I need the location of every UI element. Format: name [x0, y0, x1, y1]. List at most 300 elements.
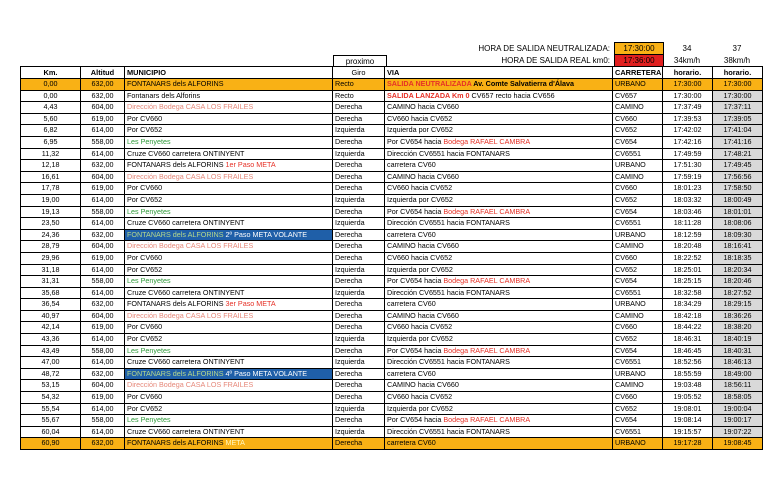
km-cell: 11,32 [21, 148, 81, 160]
table-row [21, 415, 763, 427]
table-row [21, 171, 763, 183]
via-cell [385, 218, 613, 230]
municipio-cell [125, 415, 333, 427]
municipio-cell [125, 392, 333, 404]
km-cell: 6,82 [21, 125, 81, 137]
km-cell: 43,49 [21, 345, 81, 357]
giro-cell: Derecha [333, 415, 385, 427]
municipio-cell [125, 299, 333, 311]
giro-cell: Derecha [333, 183, 385, 195]
municipio-text: Por CV660 [127, 252, 163, 262]
horario-34-cell: 17:42:16 [663, 136, 713, 148]
horario-38-cell: 18:58:05 [713, 392, 763, 404]
giro-cell: Derecha [333, 310, 385, 322]
municipio-cell [125, 125, 333, 137]
horario-34-cell: 18:52:56 [663, 357, 713, 369]
altitude-cell: 632,00 [81, 368, 125, 380]
via-cell [385, 287, 613, 299]
km-cell: 36,54 [21, 299, 81, 311]
giro-cell: Derecha [333, 171, 385, 183]
carretera-cell: CV654 [613, 206, 663, 218]
giro-cell: Izquierda [333, 125, 385, 137]
altitude-cell: 619,00 [81, 392, 125, 404]
via-cell [385, 229, 613, 241]
carretera-cell: CV660 [613, 392, 663, 404]
giro-cell: Derecha [333, 160, 385, 172]
via-cell [385, 334, 613, 346]
municipio-text: FONTANARS dels ALFORINS [127, 438, 226, 448]
via-text: Izquierda por CV652 [387, 403, 453, 413]
altitude-cell: 619,00 [81, 113, 125, 125]
altitude-cell: 632,00 [81, 160, 125, 172]
municipio-text: Por CV652 [127, 194, 163, 204]
municipio-text: 3er Paso META [225, 299, 276, 309]
carretera-cell: CV652 [613, 194, 663, 206]
carretera-cell: URBANO [613, 79, 663, 91]
via-cell [385, 322, 613, 334]
table-header-row [21, 67, 763, 79]
municipio-cell [125, 206, 333, 218]
giro-cell: Izquierda [333, 403, 385, 415]
municipio-text: Les Penyetes [127, 345, 171, 355]
via-text: Av. Comte Salvatierra d'Álava [471, 79, 575, 88]
horario-38-cell: 18:01:01 [713, 206, 763, 218]
horario-34-cell: 19:08:01 [663, 403, 713, 415]
header-carretera: CARRETERA [613, 67, 663, 79]
municipio-text: META [225, 438, 245, 448]
altitude-cell: 614,00 [81, 194, 125, 206]
table-row [21, 102, 763, 114]
via-text: carretera CV60 [387, 160, 436, 170]
altitude-cell: 604,00 [81, 171, 125, 183]
via-text: Dirección CV6551 hacia FONTANARS [387, 426, 510, 436]
table-row [21, 438, 763, 450]
horario-34-cell: 19:17:28 [663, 438, 713, 450]
horario-38-cell: 19:07:22 [713, 426, 763, 438]
via-cell [385, 102, 613, 114]
municipio-text: 4º Paso META VOLANTE [225, 368, 308, 378]
municipio-text: Dirección Bodega CASA LOS FRAILES [127, 171, 254, 181]
municipio-text: Cruze CV660 carretera ONTINYENT [127, 357, 245, 367]
horario-34-cell: 18:12:59 [663, 229, 713, 241]
altitude-cell: 632,00 [81, 438, 125, 450]
table-row [21, 252, 763, 264]
header-horario-1: horario. [663, 67, 713, 79]
via-cell [385, 125, 613, 137]
horario-38-cell: 18:20:34 [713, 264, 763, 276]
table-row [21, 148, 763, 160]
horario-34-cell: 18:25:15 [663, 276, 713, 288]
municipio-cell [125, 310, 333, 322]
giro-cell: Derecha [333, 252, 385, 264]
via-cell [385, 310, 613, 322]
via-cell [385, 276, 613, 288]
carretera-cell: CV6551 [613, 426, 663, 438]
via-cell [385, 160, 613, 172]
neutral-start-label: HORA DE SALIDA NEUTRALIZADA: [478, 44, 610, 53]
horario-34-cell: 19:05:52 [663, 392, 713, 404]
carretera-cell: CV657 [613, 90, 663, 102]
carretera-cell: CAMINO [613, 102, 663, 114]
carretera-cell: CV6551 [613, 287, 663, 299]
carretera-cell: CAMINO [613, 171, 663, 183]
km-cell: 16,61 [21, 171, 81, 183]
horario-38-cell: 18:46:13 [713, 357, 763, 369]
municipio-text: Por CV660 [127, 183, 163, 193]
municipio-text: Por CV660 [127, 392, 163, 402]
via-cell [385, 426, 613, 438]
via-text: CV660 hacia CV652 [387, 113, 453, 123]
horario-38-cell: 17:56:56 [713, 171, 763, 183]
km-cell: 12,18 [21, 160, 81, 172]
km-cell: 48,72 [21, 368, 81, 380]
table-row [21, 264, 763, 276]
km-cell: 43,36 [21, 334, 81, 346]
km-cell: 31,18 [21, 264, 81, 276]
giro-cell: Recto [333, 79, 385, 91]
header-municipio: MUNICIPIO [125, 67, 333, 79]
header-km: Km. [21, 67, 81, 79]
giro-cell: Recto [333, 90, 385, 102]
municipio-cell [125, 194, 333, 206]
carretera-cell: CV652 [613, 334, 663, 346]
via-text: Izquierda por CV652 [387, 334, 453, 344]
giro-cell: Derecha [333, 102, 385, 114]
carretera-cell: CAMINO [613, 241, 663, 253]
horario-38-cell: 18:00:49 [713, 194, 763, 206]
km-cell: 6,95 [21, 136, 81, 148]
horario-38-cell: 18:56:11 [713, 380, 763, 392]
via-cell [385, 194, 613, 206]
municipio-cell [125, 102, 333, 114]
carretera-cell: CV654 [613, 136, 663, 148]
giro-cell: Derecha [333, 438, 385, 450]
municipio-cell [125, 357, 333, 369]
via-text: Dirección CV6551 hacia FONTANARS [387, 148, 510, 158]
giro-cell: Derecha [333, 113, 385, 125]
horario-38-cell: 18:40:19 [713, 334, 763, 346]
municipio-cell [125, 160, 333, 172]
municipio-text: Cruze CV660 carretera ONTINYENT [127, 148, 245, 158]
table-row [21, 334, 763, 346]
municipio-text: Les Penyetes [127, 136, 171, 146]
municipio-cell [125, 171, 333, 183]
horario-38-cell: 18:40:31 [713, 345, 763, 357]
horario-38-cell: 17:37:11 [713, 102, 763, 114]
giro-cell: Izquierda [333, 426, 385, 438]
via-cell [385, 264, 613, 276]
km-cell: 29,96 [21, 252, 81, 264]
horario-38-cell: 18:18:35 [713, 252, 763, 264]
municipio-cell [125, 79, 333, 91]
horario-38-cell: 19:00:17 [713, 415, 763, 427]
via-text: Dirección CV6551 hacia FONTANARS [387, 218, 510, 228]
horario-34-cell: 17:39:53 [663, 113, 713, 125]
table-row [21, 345, 763, 357]
via-text: CV660 hacia CV652 [387, 183, 453, 193]
via-cell [385, 415, 613, 427]
municipio-text: Les Penyetes [127, 415, 171, 425]
column-a-speed: 34km/h [673, 56, 701, 65]
altitude-cell: 614,00 [81, 148, 125, 160]
municipio-text: Por CV652 [127, 125, 163, 135]
via-text: Por CV654 hacia [387, 345, 444, 355]
giro-cell: Izquierda [333, 264, 385, 276]
carretera-cell: URBANO [613, 160, 663, 172]
giro-cell: Izquierda [333, 334, 385, 346]
via-text: Bodega RAFAEL CAMBRA [443, 345, 531, 355]
horario-38-cell: 18:27:52 [713, 287, 763, 299]
via-text: Por CV654 hacia [387, 415, 444, 425]
table-row [21, 229, 763, 241]
horario-34-cell: 17:59:19 [663, 171, 713, 183]
real-start-label: HORA DE SALIDA REAL km0: [501, 56, 610, 65]
horario-34-cell: 17:49:59 [663, 148, 713, 160]
municipio-cell [125, 438, 333, 450]
header-horario-2: horario. [713, 67, 763, 79]
carretera-cell: CV652 [613, 403, 663, 415]
giro-cell: Derecha [333, 136, 385, 148]
via-text: Dirección CV6551 hacia FONTANARS [387, 287, 510, 297]
horario-38-cell: 17:49:45 [713, 160, 763, 172]
via-text: CAMINO hacia CV660 [387, 380, 459, 390]
carretera-cell: CV652 [613, 125, 663, 137]
altitude-cell: 614,00 [81, 287, 125, 299]
via-text: CAMINO hacia CV660 [387, 241, 459, 251]
municipio-text: 1er Paso META [225, 160, 276, 170]
altitude-cell: 614,00 [81, 264, 125, 276]
municipio-cell [125, 426, 333, 438]
carretera-cell: CV660 [613, 252, 663, 264]
giro-cell: Derecha [333, 241, 385, 253]
municipio-cell [125, 113, 333, 125]
via-text: CAMINO hacia CV660 [387, 102, 459, 112]
horario-34-cell: 17:51:30 [663, 160, 713, 172]
horario-38-cell: 17:58:50 [713, 183, 763, 195]
giro-cell: Derecha [333, 229, 385, 241]
km-cell: 42,14 [21, 322, 81, 334]
horario-34-cell: 18:11:28 [663, 218, 713, 230]
via-cell [385, 113, 613, 125]
table-row [21, 392, 763, 404]
via-text: SALIDA NEUTRALIZADA [387, 79, 472, 88]
carretera-cell: CV6551 [613, 218, 663, 230]
km-cell: 53,15 [21, 380, 81, 392]
via-text: Bodega RAFAEL CAMBRA [443, 136, 531, 146]
giro-cell: Izquierda [333, 148, 385, 160]
horario-34-cell: 19:15:57 [663, 426, 713, 438]
table-row [21, 79, 763, 91]
km-cell: 4,43 [21, 102, 81, 114]
km-cell: 0,00 [21, 90, 81, 102]
table-body [21, 79, 763, 450]
via-cell [385, 299, 613, 311]
altitude-cell: 614,00 [81, 426, 125, 438]
carretera-cell: CV660 [613, 113, 663, 125]
municipio-cell [125, 334, 333, 346]
municipio-cell [125, 241, 333, 253]
table-row [21, 194, 763, 206]
municipio-text: 2º Paso META VOLANTE [225, 229, 308, 239]
table-row [21, 183, 763, 195]
km-cell: 54,32 [21, 392, 81, 404]
table-row [21, 299, 763, 311]
altitude-cell: 614,00 [81, 357, 125, 369]
table-row [21, 160, 763, 172]
municipio-cell [125, 90, 333, 102]
giro-cell: Derecha [333, 380, 385, 392]
km-cell: 40,97 [21, 310, 81, 322]
via-text: SALIDA LANZADA Km 0 [387, 90, 470, 100]
carretera-cell: CV654 [613, 415, 663, 427]
via-text: CV660 hacia CV652 [387, 322, 453, 332]
table-row [21, 426, 763, 438]
table-row [21, 276, 763, 288]
municipio-text: Dirección Bodega CASA LOS FRAILES [127, 380, 254, 390]
carretera-cell: CV6551 [613, 357, 663, 369]
table-row [21, 403, 763, 415]
table-row [21, 310, 763, 322]
horario-34-cell: 18:03:32 [663, 194, 713, 206]
horario-38-cell: 18:20:46 [713, 276, 763, 288]
carretera-cell: URBANO [613, 438, 663, 450]
via-cell [385, 357, 613, 369]
altitude-cell: 604,00 [81, 241, 125, 253]
municipio-text: FONTANARS dels ALFORINS [127, 79, 224, 88]
horario-34-cell: 18:55:59 [663, 368, 713, 380]
giro-cell: Derecha [333, 299, 385, 311]
horario-34-cell: 18:01:23 [663, 183, 713, 195]
horario-34-cell: 18:22:52 [663, 252, 713, 264]
altitude-cell: 604,00 [81, 310, 125, 322]
horario-38-cell: 18:49:00 [713, 368, 763, 380]
carretera-cell: CV654 [613, 276, 663, 288]
municipio-text: Cruze CV660 carretera ONTINYENT [127, 218, 245, 228]
via-text: Por CV654 hacia [387, 276, 444, 286]
altitude-cell: 632,00 [81, 90, 125, 102]
km-cell: 35,68 [21, 287, 81, 299]
table-row [21, 322, 763, 334]
horario-34-cell: 19:03:48 [663, 380, 713, 392]
altitude-cell: 558,00 [81, 415, 125, 427]
via-cell [385, 183, 613, 195]
horario-38-cell: 17:41:04 [713, 125, 763, 137]
km-cell: 55,54 [21, 403, 81, 415]
altitude-cell: 619,00 [81, 183, 125, 195]
via-cell [385, 392, 613, 404]
municipio-text: Cruze CV660 carretera ONTINYENT [127, 426, 245, 436]
altitude-cell: 614,00 [81, 403, 125, 415]
via-text: Bodega RAFAEL CAMBRA [443, 276, 531, 286]
column-b-speed: 38km/h [723, 56, 751, 65]
via-cell [385, 368, 613, 380]
horario-38-cell: 18:38:20 [713, 322, 763, 334]
horario-38-cell: 18:29:15 [713, 299, 763, 311]
via-text: CAMINO hacia CV660 [387, 171, 459, 181]
municipio-cell [125, 380, 333, 392]
via-text: Por CV654 hacia [387, 206, 444, 216]
route-table [20, 66, 763, 450]
km-cell: 24,36 [21, 229, 81, 241]
horario-38-cell: 17:30:00 [713, 79, 763, 91]
via-text: Dirección CV6551 hacia FONTANARS [387, 357, 510, 367]
altitude-cell: 614,00 [81, 334, 125, 346]
altitude-cell: 614,00 [81, 125, 125, 137]
via-text: carretera CV60 [387, 299, 436, 309]
via-cell [385, 171, 613, 183]
altitude-cell: 632,00 [81, 299, 125, 311]
table-row [21, 90, 763, 102]
carretera-cell: URBANO [613, 229, 663, 241]
horario-38-cell: 19:00:04 [713, 403, 763, 415]
via-text: CAMINO hacia CV660 [387, 310, 459, 320]
giro-cell: Izquierda [333, 194, 385, 206]
km-cell: 23,50 [21, 218, 81, 230]
municipio-cell [125, 136, 333, 148]
horario-34-cell: 19:08:14 [663, 415, 713, 427]
column-a-top-value: 34 [682, 44, 692, 53]
municipio-text: Fontanars dels Alforins [127, 90, 201, 100]
km-cell: 0,00 [21, 79, 81, 91]
municipio-text: Dirección Bodega CASA LOS FRAILES [127, 241, 254, 251]
via-text: Izquierda por CV652 [387, 264, 453, 274]
municipio-text: Dirección Bodega CASA LOS FRAILES [127, 102, 254, 112]
neutral-start-time: 17:30:00 [614, 42, 664, 55]
km-cell: 55,67 [21, 415, 81, 427]
municipio-cell [125, 252, 333, 264]
carretera-cell: CV6551 [613, 148, 663, 160]
via-text: CV657 recto hacia CV656 [469, 90, 555, 100]
horario-34-cell: 18:03:46 [663, 206, 713, 218]
altitude-cell: 604,00 [81, 102, 125, 114]
table-row [21, 368, 763, 380]
altitude-cell: 558,00 [81, 276, 125, 288]
km-cell: 47,00 [21, 357, 81, 369]
horario-38-cell: 17:41:16 [713, 136, 763, 148]
km-cell: 19,00 [21, 194, 81, 206]
table-row [21, 218, 763, 230]
via-text: CV660 hacia CV652 [387, 252, 453, 262]
horario-34-cell: 18:46:45 [663, 345, 713, 357]
km-cell: 60,04 [21, 426, 81, 438]
horario-38-cell: 18:16:41 [713, 241, 763, 253]
municipio-cell [125, 148, 333, 160]
carretera-cell: CV660 [613, 183, 663, 195]
horario-34-cell: 17:37:49 [663, 102, 713, 114]
carretera-cell: CAMINO [613, 310, 663, 322]
giro-cell: Derecha [333, 322, 385, 334]
municipio-cell [125, 276, 333, 288]
horario-34-cell: 18:32:58 [663, 287, 713, 299]
municipio-text: Dirección Bodega CASA LOS FRAILES [127, 310, 254, 320]
horario-38-cell: 18:09:30 [713, 229, 763, 241]
municipio-cell [125, 322, 333, 334]
horario-34-cell: 18:44:22 [663, 322, 713, 334]
real-start-time: 17:36:00 [614, 54, 664, 67]
carretera-cell: URBANO [613, 299, 663, 311]
horario-34-cell: 18:20:48 [663, 241, 713, 253]
municipio-cell [125, 229, 333, 241]
altitude-cell: 619,00 [81, 322, 125, 334]
carretera-cell: CV654 [613, 345, 663, 357]
table-row [21, 125, 763, 137]
table-row [21, 113, 763, 125]
horario-34-cell: 18:25:01 [663, 264, 713, 276]
municipio-text: FONTANARS dels ALFORINS [127, 160, 226, 170]
municipio-text: Les Penyetes [127, 206, 171, 216]
municipio-text: Por CV652 [127, 403, 163, 413]
altitude-cell: 614,00 [81, 218, 125, 230]
